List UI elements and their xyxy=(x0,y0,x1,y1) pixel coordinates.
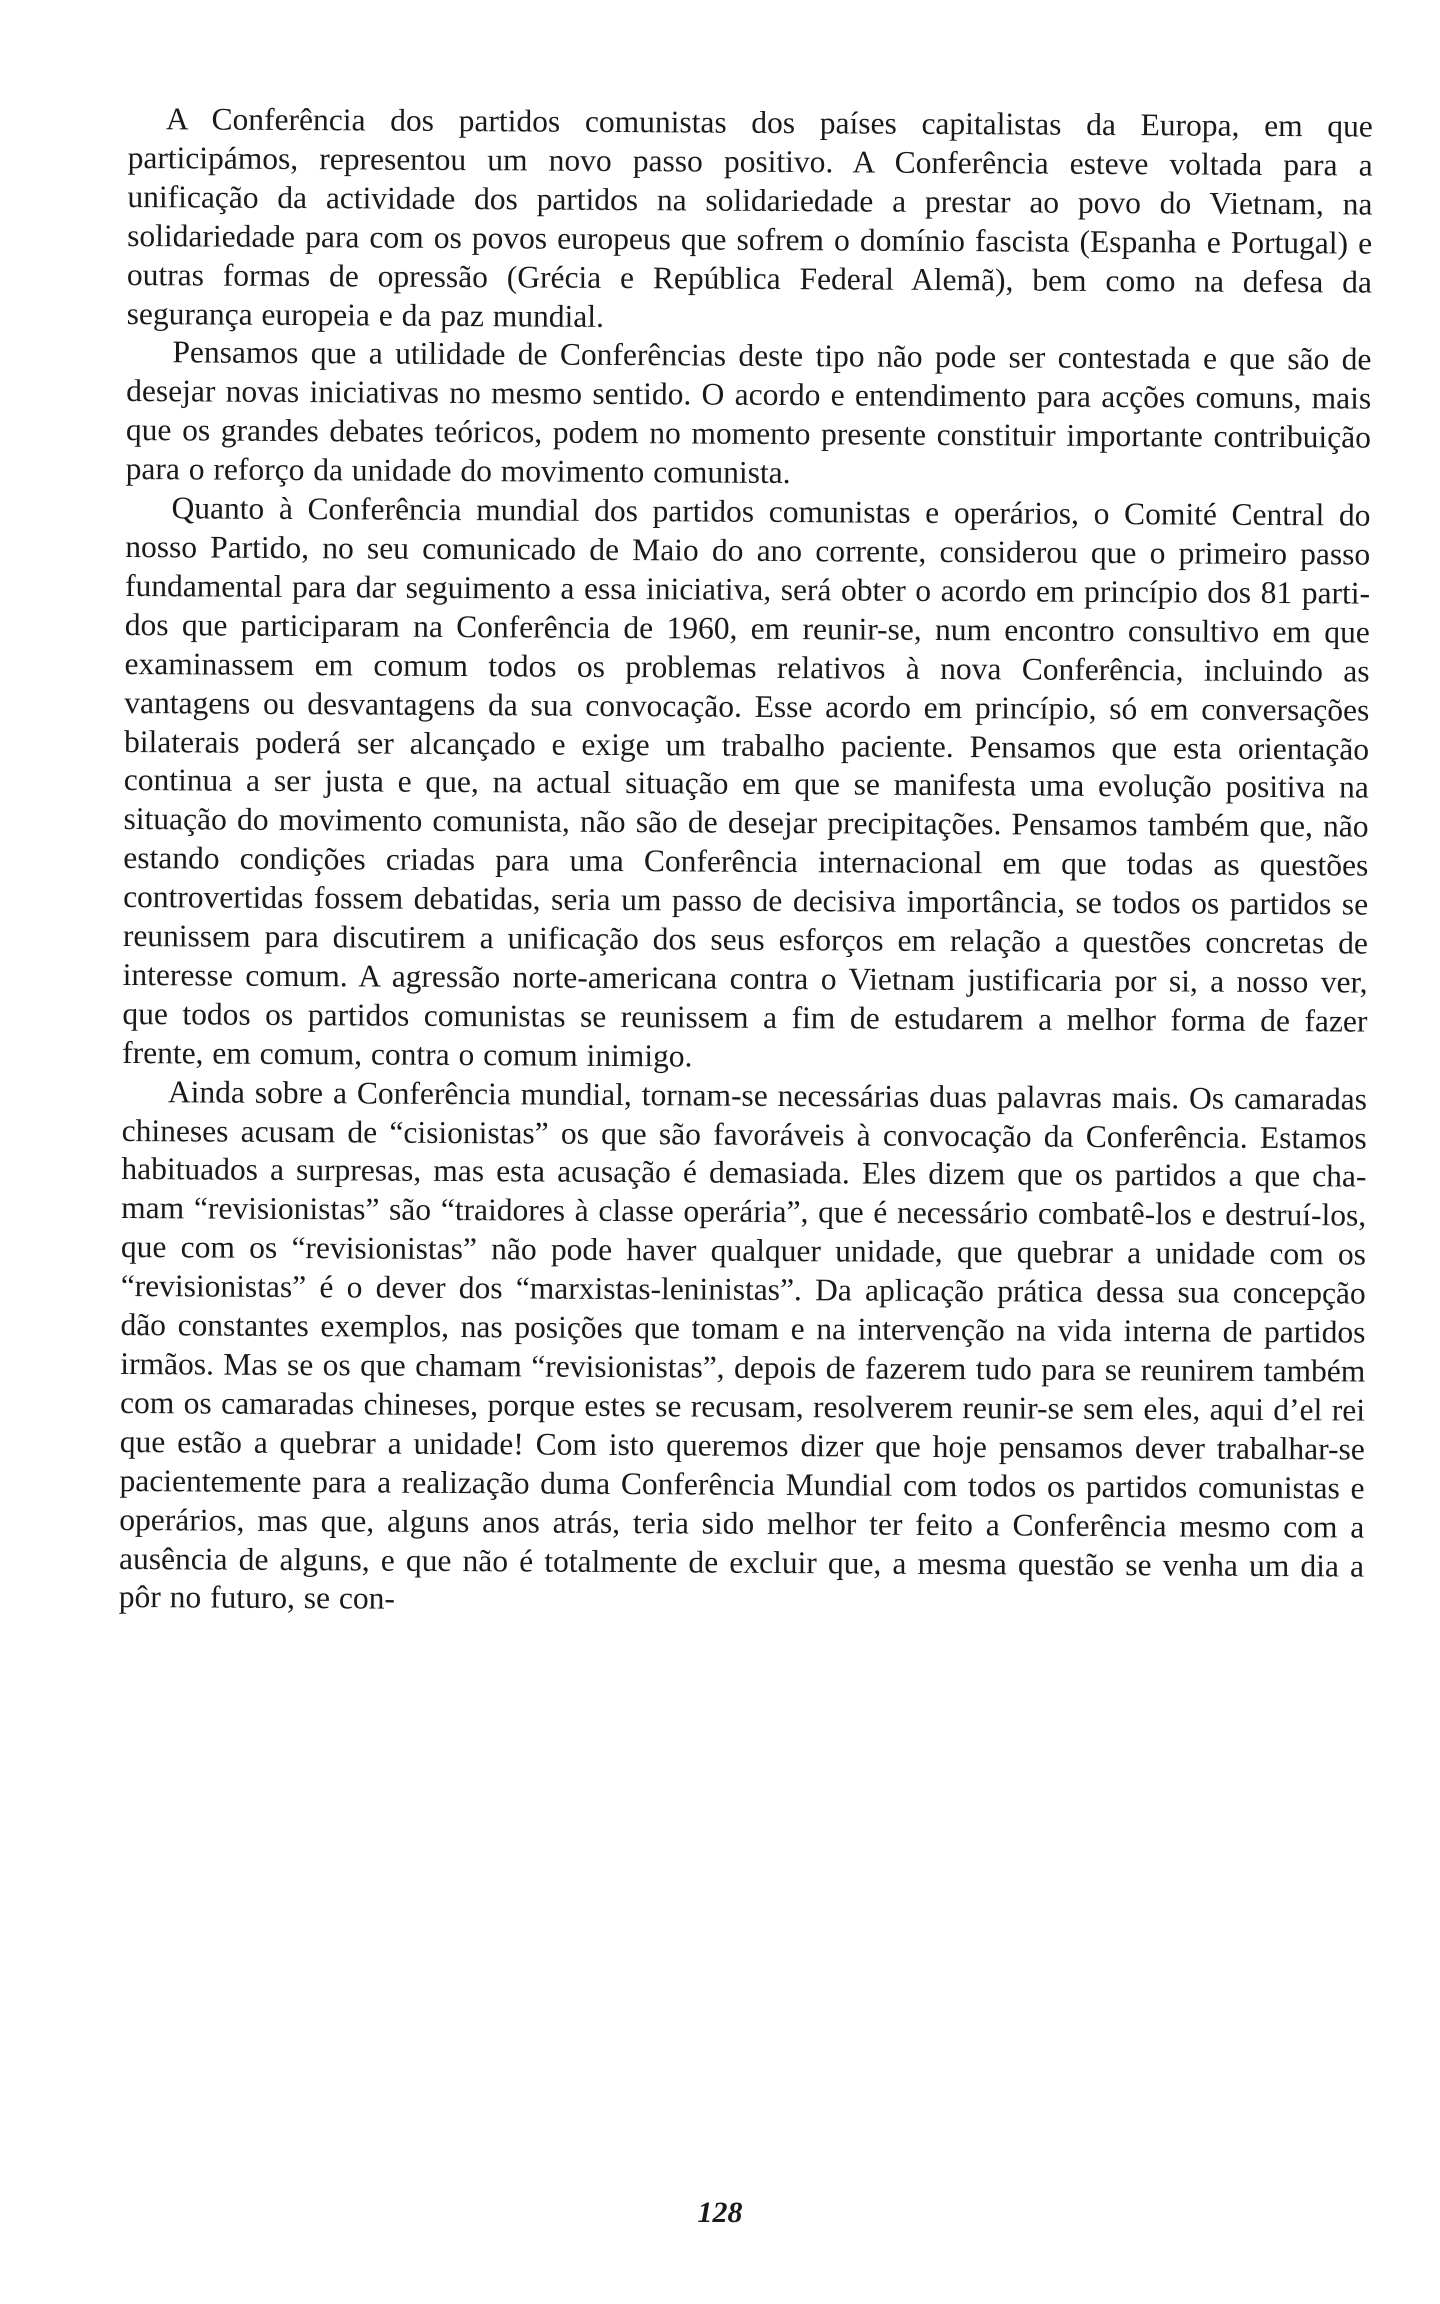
page-body xyxy=(119,100,1373,1625)
paragraph-chinese-comrades: Ainda sobre a Conferência mundial, tornam-se necessárias duas palavras mais. Os camaradas chineses acusam de “cisionistas” os que são favoráveis à convocação da Conferência. Estamos habituados a surpresas, mas esta acusação é demasiada. Eles dizem que os partidos a que chamam “revisionistas” são “traidores à classe operária”, que é necessário combatê-los e destruí-los, que com os “revisionistas” não pode haver qualquer unidade, que quebrar a unidade com os “revisionistas” é o dever dos “marxistas-leninistas”. Da aplicação prática dessa sua concepção dão constantes exemplos, nas posições que tomam e na intervenção na vida interna de partidos irmãos. Mas se os que chamam “revisionistas”, depois de fazerem tudo para se reunirem também com os camaradas chineses, porque estes se recusam, resolverem reunir-se sem eles, aqui d’el rei que estão a quebrar a unidade! Com isto queremos dizer que hoje pensamos dever trabalhar-se pacientemente para a realização duma Conferência Mundial com todos os partidos comunistas e operários, mas que, alguns anos atrás, teria sido melhor ter feito a Conferência mesmo com a ausência de alguns, e que não é totalmente de excluir que, a mesma questão se venha um dia a pôr no futuro, se con- xyxy=(118,1073,1368,1617)
page-number: 128 xyxy=(697,2196,743,2229)
paragraph-european-conference: A Conferência dos partidos comunistas dos países capitalistas da Europa, em que participámos, representou um novo passo positivo. A Conferência esteve voltada para a unificação da actividade dos partidos na solidariedade a prestar ao povo do Vietnam, na solidariedade para com os povos europeus que sofrem o domínio fascista (Espanha e Portugal) e outras formas de opressão (Grécia e República Federal Alemã), bem como na defesa da segurança europeia e da paz mundial. xyxy=(126,101,1373,334)
paragraph-world-conference: Quanto à Conferência mundial dos partidos comunistas e operários, o Comité Central do nosso Partido, no seu comunicado de Maio do ano corrente, considerou que o primeiro passo fundamental para dar seguimento a essa iniciativa, será obter o acordo em princípio dos 81 partidos que participaram na Conferência de 1960, em reunir-se, num encontro consultivo em que examinassem em comum todos os problemas relativos à nova Conferência, incluindo as vantagens ou desvantagens da sua convocação. Esse acordo em princípio, só em conversações bilaterais poderá ser alcançado e exige um trabalho paciente. Pensamos que esta orientação continua a ser justa e que, na actual situação em que se manifesta uma evolução positiva na situação do movimento comunista, não são de desejar precipitações. Pensamos também que, não estando condições criadas para uma Conferência internacional em que todas as questões controvertidas fossem debatidas, seria um passo de decisiva importância, se todos os partidos se reunissem para discutirem a unificação dos seus esforços em relação a questões concretas de interesse comum. A agressão norte-americana contra o Vietnam justificaria por si, a nosso ver, que todos os partidos comunistas se reunissem a fim de estudarem a melhor forma de fazer frente, em comum, contra o comum inimigo. xyxy=(122,490,1371,1074)
paragraph-utility-of-conferences: Pensamos que a utilidade de Conferências deste tipo não pode ser contestada e que são de desejar novas iniciativas no mesmo sentido. O acordo e entendimento para acções comuns, mais que os grandes debates teóricos, podem no momento presente constituir importante contribuição para o reforço da unidade do movimento comunista. xyxy=(125,334,1372,491)
